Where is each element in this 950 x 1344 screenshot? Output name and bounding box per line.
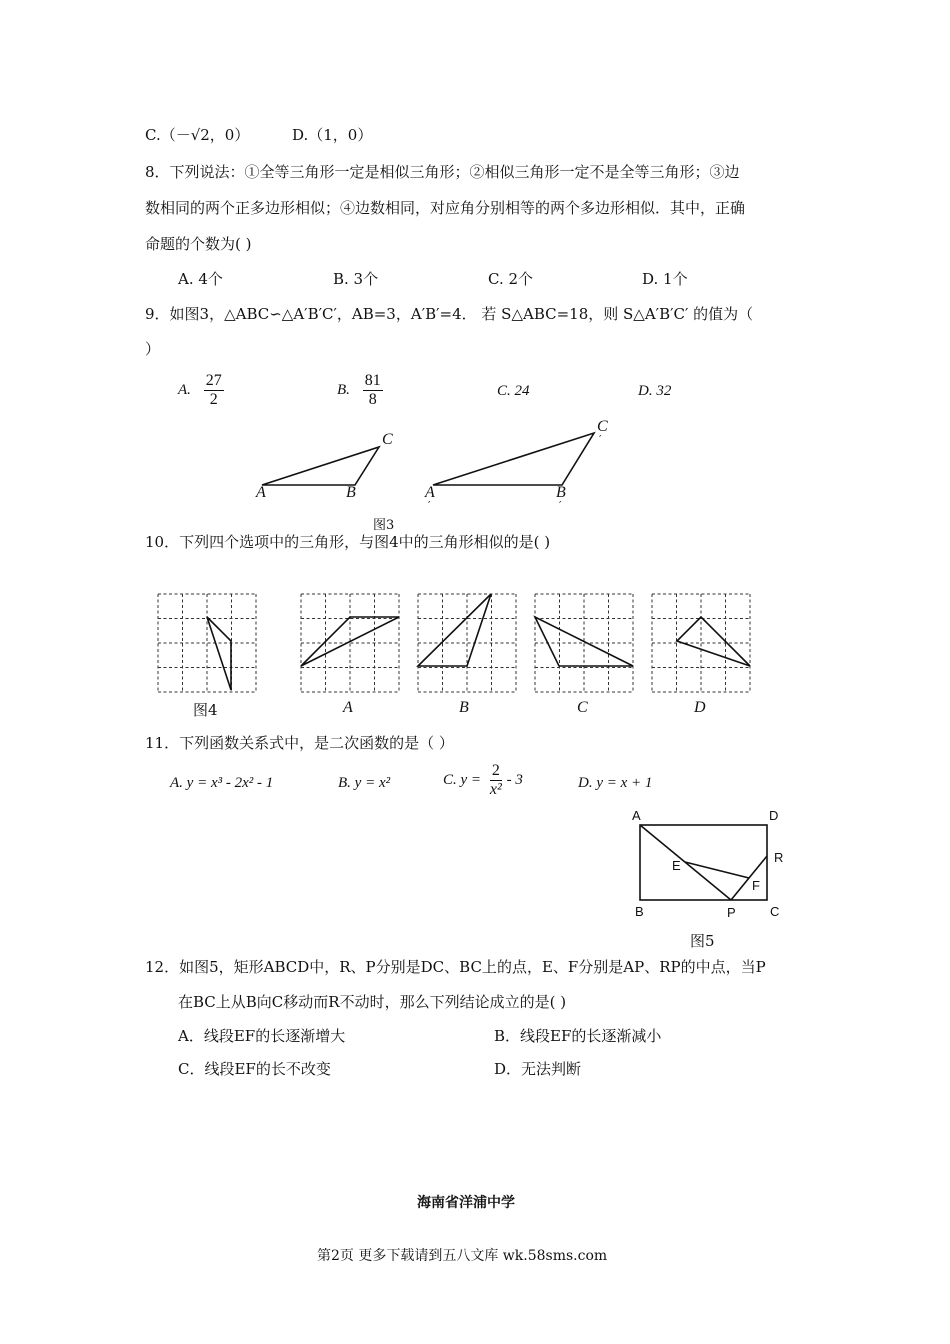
fig5-label-p: P [727,905,736,920]
figure-4-caption: 图4 [193,701,218,719]
q11-option-c-label: C. y = [443,772,482,788]
option-a-caption: A [343,699,353,716]
fig5-label-c: C [770,904,780,919]
q11-option-c-denominator: x² [489,781,502,798]
fig5-label-d: D [769,808,779,823]
fig3-label-c: C [382,431,393,448]
q9-option-b-numerator: 81 [364,372,381,389]
q10-text: 10．下列四个选项中的三角形，与图4中的三角形相似的是( ) [145,533,551,551]
rectangle-abcd [640,825,767,900]
q9-option-a-numerator: 27 [205,372,222,389]
q7-option-c: C.（－√2，0） [145,126,250,144]
q11-option-d: D. y = x + 1 [578,775,653,791]
fig3-prime-c: ′ [599,433,602,446]
q8-line-3: 命题的个数为( ) [145,235,252,253]
q8-option-a: A. 4个 [178,270,223,288]
q9-option-a-denominator: 2 [209,391,218,408]
q9-option-c: C. 24 [497,383,530,399]
q12-option-c: C．线段EF的长不改变 [178,1060,331,1078]
fig3-label-b-prime: B [556,484,566,501]
q12-option-a: A．线段EF的长逐渐增大 [178,1027,346,1045]
q8-line-1: 8．下列说法：①全等三角形一定是相似三角形；②相似三角形一定不是全等三角形；③边 [145,163,740,181]
q12-line-2: 在BC上从B向C移动而R不动时，那么下列结论成立的是( ) [178,993,567,1011]
q9-line-2: ） [145,340,161,358]
q11-text: 11．下列函数关系式中，是二次函数的是（ ） [145,734,454,752]
fig5-label-a: A [632,808,641,823]
q8-option-d: D. 1个 [642,270,688,288]
footer-school-name: 海南省洋浦中学 [417,1195,515,1211]
q8-option-c: C. 2个 [488,270,534,288]
q9-option-b-label: B. [337,382,350,398]
option-b-caption: B [459,699,469,716]
q9-option-b-denominator: 8 [368,391,377,408]
q11-option-a: A. y = x³ - 2x² - 1 [170,775,274,791]
fig3-label-c-prime: C [597,418,608,435]
q12-line-1: 12．如图5，矩形ABCD中，R、P分别是DC、BC上的点，E、F分别是AP、RP的中点，当P [145,958,766,976]
fig3-label-a-prime: A [425,484,435,501]
figure-5-caption: 图5 [690,932,715,950]
option-c-caption: C [577,699,588,716]
q9-line-1: 9．如图3，△ABC∽△A′B′C′，AB=3，A′B′=4． 若 S△ABC=18，则 S△A′B′C′ 的值为（ [145,305,754,323]
q7-option-d: D.（1，0） [292,126,373,144]
fig5-label-r: R [774,850,784,865]
fig5-label-b: B [635,904,644,919]
q12-option-b: B．线段EF的长逐渐减小 [494,1027,662,1045]
fig5-label-e: E [672,858,681,873]
q8-line-2: 数相同的两个正多边形相似；④边数相同，对应角分别相等的两个多边形相似．其中，正确 [145,199,746,217]
footer-page-info: 第2页 更多下载请到五八文库 wk.58sms.com [317,1248,608,1264]
fig3-label-b: B [346,484,356,501]
fig3-label-a: A [256,484,266,501]
fig3-prime-a: ′ [428,499,431,512]
q9-option-d: D. 32 [638,383,672,399]
fig3-prime-b: ′ [559,499,562,512]
q12-option-d: D．无法判断 [494,1060,582,1078]
q11-option-c-numerator: 2 [491,762,500,779]
option-d-caption: D [694,699,706,716]
q11-option-b: B. y = x² [338,775,391,791]
q8-option-b: B. 3个 [333,270,379,288]
q11-option-c-tail: - 3 [506,772,523,788]
q9-option-a-label: A. [178,382,191,398]
fig5-label-f: F [752,878,760,893]
figure-3-caption: 图3 [373,518,395,533]
